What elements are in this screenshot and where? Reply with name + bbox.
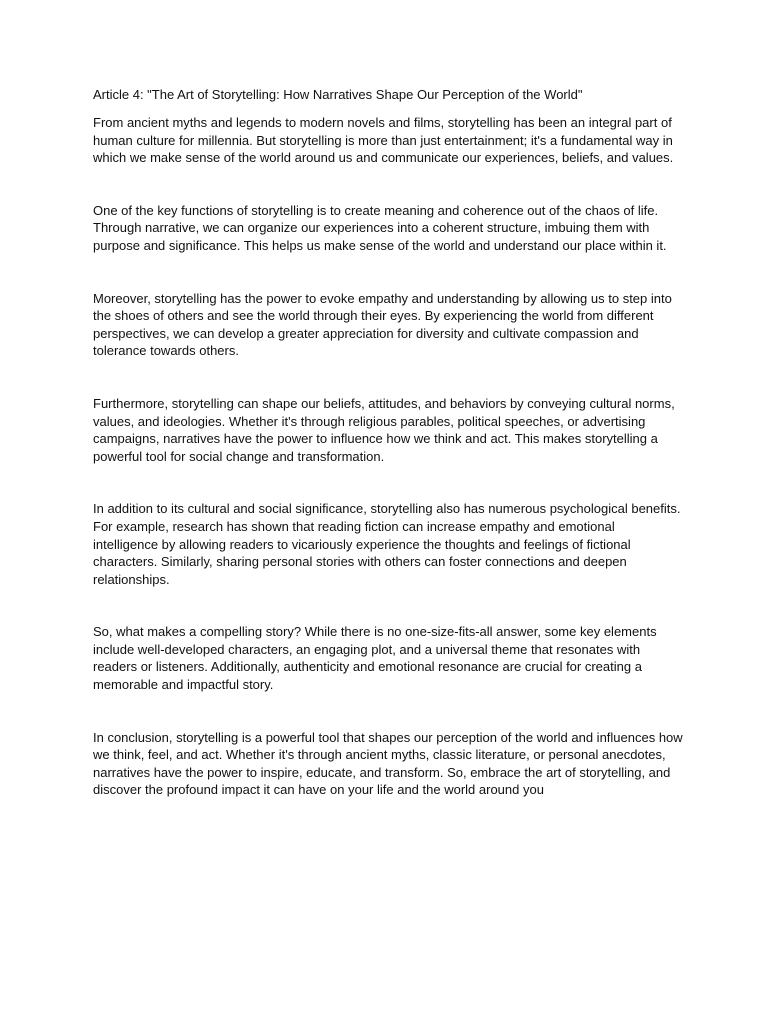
paragraph-psychological: In addition to its cultural and social significance, storytelling also has numerous psychological benefits. For example, research has shown that reading fiction can increase empathy and emotional intelligence by allowing readers to vicariously experience the thoughts and feelings of fictional characters. Similarly, sharing personal stories with others can foster connections and deepen relationships. (93, 501, 681, 587)
paragraph-conclusion: In conclusion, storytelling is a powerful tool that shapes our perception of the world and influences how we think, feel, and act. Whether it's through ancient myths, classic literature, or personal anecdotes, narratives have the power to inspire, educate, and transform. So, embrace the art of storytelling, and discover the profound impact it can have on your life and the world around you (93, 729, 683, 798)
paragraph-beliefs: Furthermore, storytelling can shape our beliefs, attitudes, and behaviors by conveying cultural norms, values, and ideologies. Whether it's through religious parables, political speeches, or advertising campaigns, narratives have the power to influence how we think and act. This makes storytelling a powerful tool for social change and transformation. (93, 395, 675, 464)
article-title: Article 4: "The Art of Storytelling: How Narratives Shape Our Perception of the World" (93, 87, 583, 102)
paragraph-intro: From ancient myths and legends to modern novels and films, storytelling has been an integral part of human culture for millennia. But storytelling is more than just entertainment; it's a fundamental way in which we make sense of the world around us and communicate our experiences, beliefs, and values. (93, 115, 674, 166)
paragraph-empathy: Moreover, storytelling has the power to evoke empathy and understanding by allowing us to step into the shoes of others and see the world through their eyes. By experiencing the world from different perspectives, we can develop a greater appreciation for diversity and cultivate compassion and tolerance towards others. (93, 290, 672, 359)
paragraph-compelling-story: So, what makes a compelling story? While there is no one-size-fits-all answer, some key elements include well-developed characters, an engaging plot, and a universal theme that resonates with readers or listeners. Additionally, authenticity and emotional resonance are crucial for creating a memorable and impactful story. (93, 624, 657, 693)
paragraph-meaning: One of the key functions of storytelling is to create meaning and coherence out of the chaos of life. Through narrative, we can organize our experiences into a coherent structure, imbuing them with purpose and significance. This helps us make sense of the world and understand our place within it. (93, 202, 667, 253)
document-page (93, 86, 683, 799)
